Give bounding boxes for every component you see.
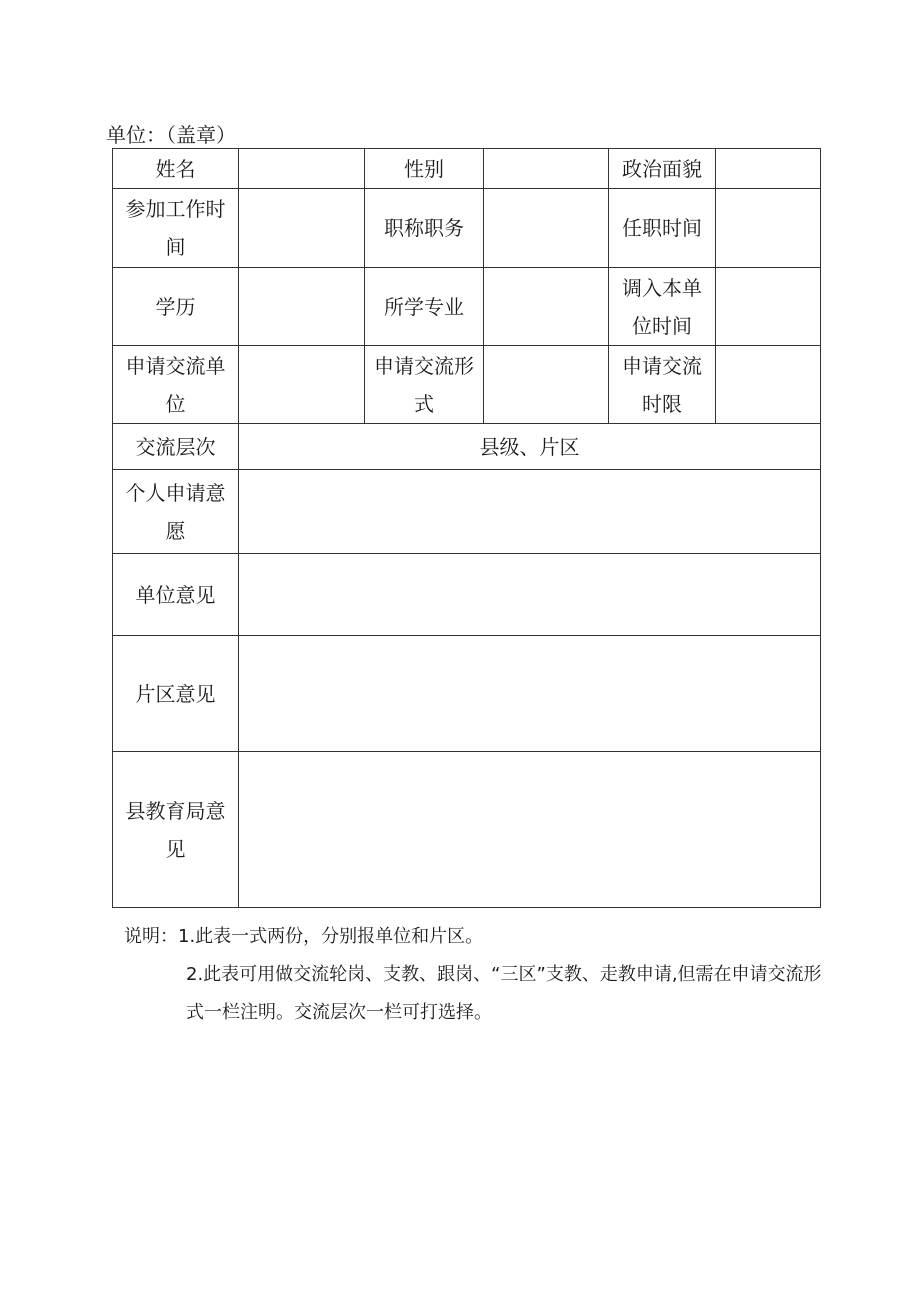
title-post-field[interactable] xyxy=(484,189,609,268)
apply-unit-field[interactable] xyxy=(239,346,365,424)
apply-form-label: 申请交流形式 xyxy=(365,346,484,424)
work-start-field[interactable] xyxy=(239,189,365,268)
form-notes xyxy=(124,918,824,1032)
row-education-info xyxy=(113,268,821,346)
gender-label: 性别 xyxy=(365,149,484,189)
major-label: 所学专业 xyxy=(365,268,484,346)
row-work-info xyxy=(113,189,821,268)
transfer-time-field[interactable] xyxy=(716,268,821,346)
transfer-time-label: 调入本单位时间 xyxy=(609,268,716,346)
row-level xyxy=(113,424,821,470)
personal-wish-label: 个人申请意愿 xyxy=(113,470,239,554)
district-opinion-label: 片区意见 xyxy=(113,636,239,752)
row-apply-info xyxy=(113,346,821,424)
apply-term-label: 申请交流时限 xyxy=(609,346,716,424)
apply-form-field[interactable] xyxy=(484,346,609,424)
gender-field[interactable] xyxy=(484,149,609,189)
work-start-label: 参加工作时间 xyxy=(113,189,239,268)
level-label: 交流层次 xyxy=(113,424,239,470)
row-unit-opinion xyxy=(113,554,821,636)
apply-term-field[interactable] xyxy=(716,346,821,424)
tenure-time-field[interactable] xyxy=(716,189,821,268)
note-line-2: 2.此表可用做交流轮岗、支教、跟岗、“三区”支教、走教申请,但需在申请交流形式一栏注明。交流层次一栏可打选择。 xyxy=(186,964,822,1023)
bureau-opinion-label: 县教育局意见 xyxy=(113,752,239,908)
personal-wish-field[interactable] xyxy=(239,470,821,554)
unit-opinion-field[interactable] xyxy=(239,554,821,636)
title-post-label: 职称职务 xyxy=(365,189,484,268)
apply-unit-label: 申请交流单位 xyxy=(113,346,239,424)
major-field[interactable] xyxy=(484,268,609,346)
education-label: 学历 xyxy=(113,268,239,346)
level-value[interactable]: 县级、片区 xyxy=(239,424,821,470)
bureau-opinion-field[interactable] xyxy=(239,752,821,908)
tenure-time-label: 任职时间 xyxy=(609,189,716,268)
unit-seal-label: 单位：（盖章） xyxy=(106,123,236,147)
education-field[interactable] xyxy=(239,268,365,346)
political-label: 政治面貌 xyxy=(609,149,716,189)
application-form-table xyxy=(112,148,821,908)
row-personal-wish xyxy=(113,470,821,554)
name-label: 姓名 xyxy=(113,149,239,189)
note-line-1: 说明：1.此表一式两份，分别报单位和片区。 xyxy=(124,926,484,947)
row-basic-info xyxy=(113,149,821,189)
district-opinion-field[interactable] xyxy=(239,636,821,752)
row-bureau-opinion xyxy=(113,752,821,908)
row-district-opinion xyxy=(113,636,821,752)
unit-opinion-label: 单位意见 xyxy=(113,554,239,636)
political-field[interactable] xyxy=(716,149,821,189)
name-field[interactable] xyxy=(239,149,365,189)
